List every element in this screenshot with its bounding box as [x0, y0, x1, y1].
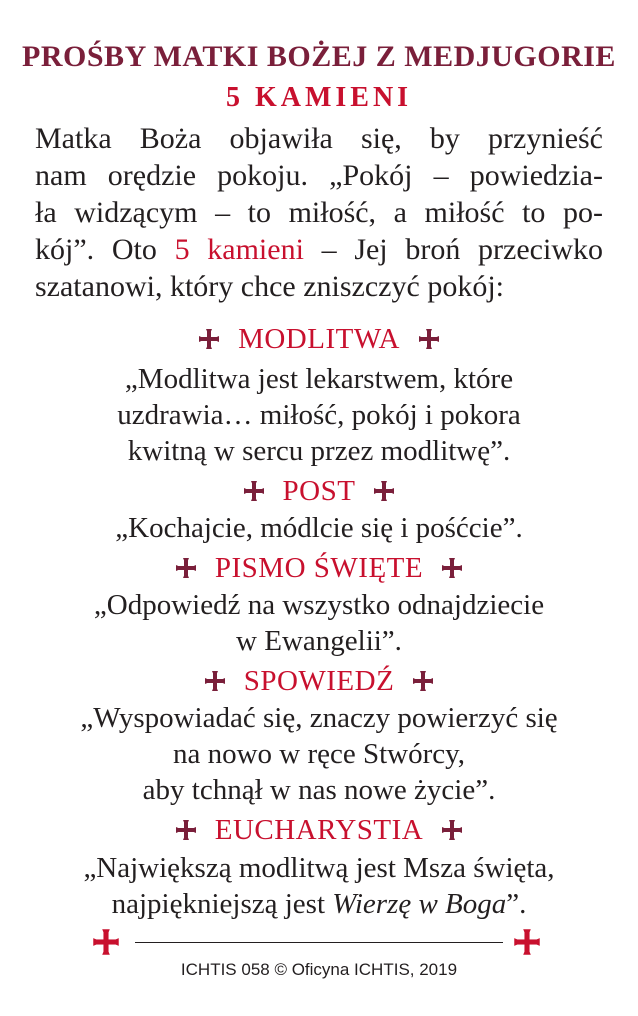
- quote-line: „Największą modlitwą jest Msza święta,: [83, 852, 555, 884]
- section-quote-pismo: [0, 587, 638, 659]
- quote-line-last: [0, 886, 638, 922]
- quote-text: najpiękniejszą jest: [111, 888, 333, 920]
- quote-line: kwitną w sercu przez modlitwę”.: [127, 435, 511, 467]
- quote-line: aby tchnął w nas nowe życie”.: [142, 774, 496, 806]
- intro-line-1: Matka Boża objawiła się, by przynieść: [35, 122, 603, 155]
- intro-line-4-start: kój”. Oto: [35, 233, 175, 266]
- quote-line: „Odpowiedź na wszystko odnajdziecie: [93, 589, 545, 621]
- intro-line-3: ła widzącym – to miłość, a miłość to po-: [35, 196, 603, 229]
- cross-pattee-icon: [175, 816, 197, 849]
- section-title: MODLITWA: [238, 323, 400, 355]
- card-title: PROŚBY MATKI BOŻEJ Z MEDJUGORIE: [22, 40, 616, 73]
- cross-pattee-icon: [412, 667, 434, 700]
- copyright-footer: ICHTIS 058 © Oficyna ICHTIS, 2019: [180, 960, 458, 979]
- cross-pattee-icon: [198, 325, 220, 358]
- quote-text-end: ”.: [506, 888, 527, 920]
- quote-italic: Wierzę w Boga: [332, 888, 507, 920]
- cross-pattee-icon: [441, 816, 463, 849]
- cross-pattee-icon: [175, 554, 197, 587]
- intro-line-4: [35, 231, 603, 268]
- quote-line: „Modlitwa jest lekarstwem, które: [124, 363, 514, 395]
- section-heading-pismo: [0, 552, 638, 587]
- quote-line: uzdrawia… miłość, pokój i pokora: [117, 399, 521, 431]
- section-title: SPOWIEDŹ: [243, 665, 395, 697]
- section-heading-modlitwa: [0, 323, 638, 358]
- cross-pattee-icon: [373, 477, 395, 510]
- intro-line-5: szatanowi, który chce zniszczyć pokój:: [35, 270, 504, 303]
- cross-pattee-icon: [204, 667, 226, 700]
- quote-line: „Kochajcie, módlcie się i pośćcie”.: [115, 512, 523, 544]
- quote-line: „Wyspowiadać się, znaczy powierzyć się: [80, 702, 558, 734]
- intro-highlight: 5 kamieni: [174, 233, 304, 266]
- cross-pattee-icon: [513, 928, 541, 960]
- footer-divider: [135, 942, 503, 943]
- quote-line: w Ewangelii”.: [236, 625, 402, 657]
- section-quote-post: [0, 510, 638, 546]
- intro-line-2: nam orędzie pokoju. „Pokój – powiedzia-: [35, 159, 603, 192]
- section-quote-eucharystia: [0, 850, 638, 922]
- cross-pattee-icon: [243, 477, 265, 510]
- quote-line: na nowo w ręce Stwórcy,: [172, 738, 466, 770]
- section-heading-eucharystia: [0, 814, 638, 849]
- section-title: PISMO ŚWIĘTE: [214, 552, 424, 584]
- section-title: EUCHARYSTIA: [214, 814, 424, 846]
- cross-pattee-icon: [441, 554, 463, 587]
- cross-pattee-icon: [92, 928, 120, 960]
- section-heading-post: [0, 475, 638, 510]
- card-subtitle: 5 KAMIENI: [225, 82, 413, 113]
- section-heading-spowiedz: [0, 665, 638, 700]
- intro-paragraph: [35, 120, 603, 305]
- section-quote-modlitwa: [0, 361, 638, 469]
- section-quote-spowiedz: [0, 700, 638, 808]
- intro-line-4-end: – Jej broń przeciwko: [303, 233, 603, 266]
- cross-pattee-icon: [418, 325, 440, 358]
- section-title: POST: [282, 475, 356, 507]
